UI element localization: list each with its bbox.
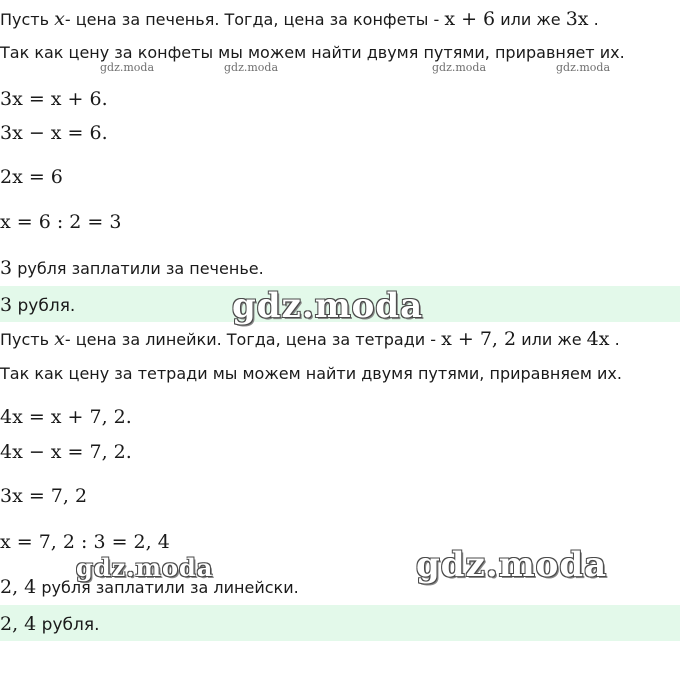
watermark-small: gdz.moda bbox=[556, 61, 611, 74]
equation: 3x − x = 6. bbox=[0, 122, 108, 144]
intro-text: Пусть bbox=[0, 330, 50, 349]
answer-text: рубля. bbox=[41, 615, 100, 635]
watermark-large: gdz.moda bbox=[416, 545, 608, 585]
watermark-medium: gdz.moda bbox=[76, 553, 214, 582]
intro-text: Пусть bbox=[0, 10, 50, 29]
conclusion-text: рубля заплатили за печенье. bbox=[17, 259, 264, 278]
watermark-small: gdz.moda bbox=[432, 61, 487, 74]
problem2-explanation: Так как цену за тетради мы можем найти двумя путями, приравняем их. bbox=[0, 364, 622, 383]
equation: x = 7, 2 : 3 = 2, 4 bbox=[0, 531, 170, 553]
variable: x bbox=[54, 328, 65, 350]
math-expression: x + 7, 2 bbox=[441, 328, 517, 350]
problem2-intro bbox=[0, 329, 620, 350]
problem1-conclusion bbox=[0, 258, 264, 279]
problem2-answer bbox=[0, 605, 680, 641]
watermark-small: gdz.moda bbox=[100, 61, 155, 74]
intro-text: . bbox=[593, 10, 599, 29]
equation: 2x = 6 bbox=[0, 166, 63, 188]
watermark-large: gdz.moda bbox=[232, 286, 424, 326]
intro-text: или же bbox=[521, 330, 582, 349]
problem1-intro bbox=[0, 9, 599, 30]
watermark-small: gdz.moda bbox=[224, 61, 279, 74]
intro-text: или же bbox=[500, 10, 561, 29]
variable: x bbox=[54, 8, 65, 30]
answer-number: 2, 4 bbox=[0, 613, 37, 635]
equation: x = 6 : 2 = 3 bbox=[0, 211, 122, 233]
math-number: 2, 4 bbox=[0, 576, 37, 598]
intro-text: - цена за линейки. Тогда, цена за тетради - bbox=[64, 330, 437, 349]
intro-text: - цена за печенья. Тогда, цена за конфеты - bbox=[64, 10, 440, 29]
equation: 4x = x + 7, 2. bbox=[0, 406, 132, 428]
math-number: 3 bbox=[0, 257, 13, 279]
equation: 4x − x = 7, 2. bbox=[0, 441, 132, 463]
equation: 3x = 7, 2 bbox=[0, 485, 88, 507]
intro-text: . bbox=[614, 330, 620, 349]
conclusion-text: рубля заплатили за линейски. bbox=[41, 578, 299, 597]
math-expression: x + 6 bbox=[444, 8, 496, 30]
answer-text: рубля. bbox=[17, 296, 76, 316]
math-expression: 4x bbox=[586, 328, 610, 350]
problem1-explanation: Так как цену за конфеты мы можем найти двумя путями, приравняет их. bbox=[0, 43, 625, 62]
math-expression: 3x bbox=[565, 8, 589, 30]
answer-number: 3 bbox=[0, 294, 13, 316]
equation: 3x = x + 6. bbox=[0, 88, 108, 110]
